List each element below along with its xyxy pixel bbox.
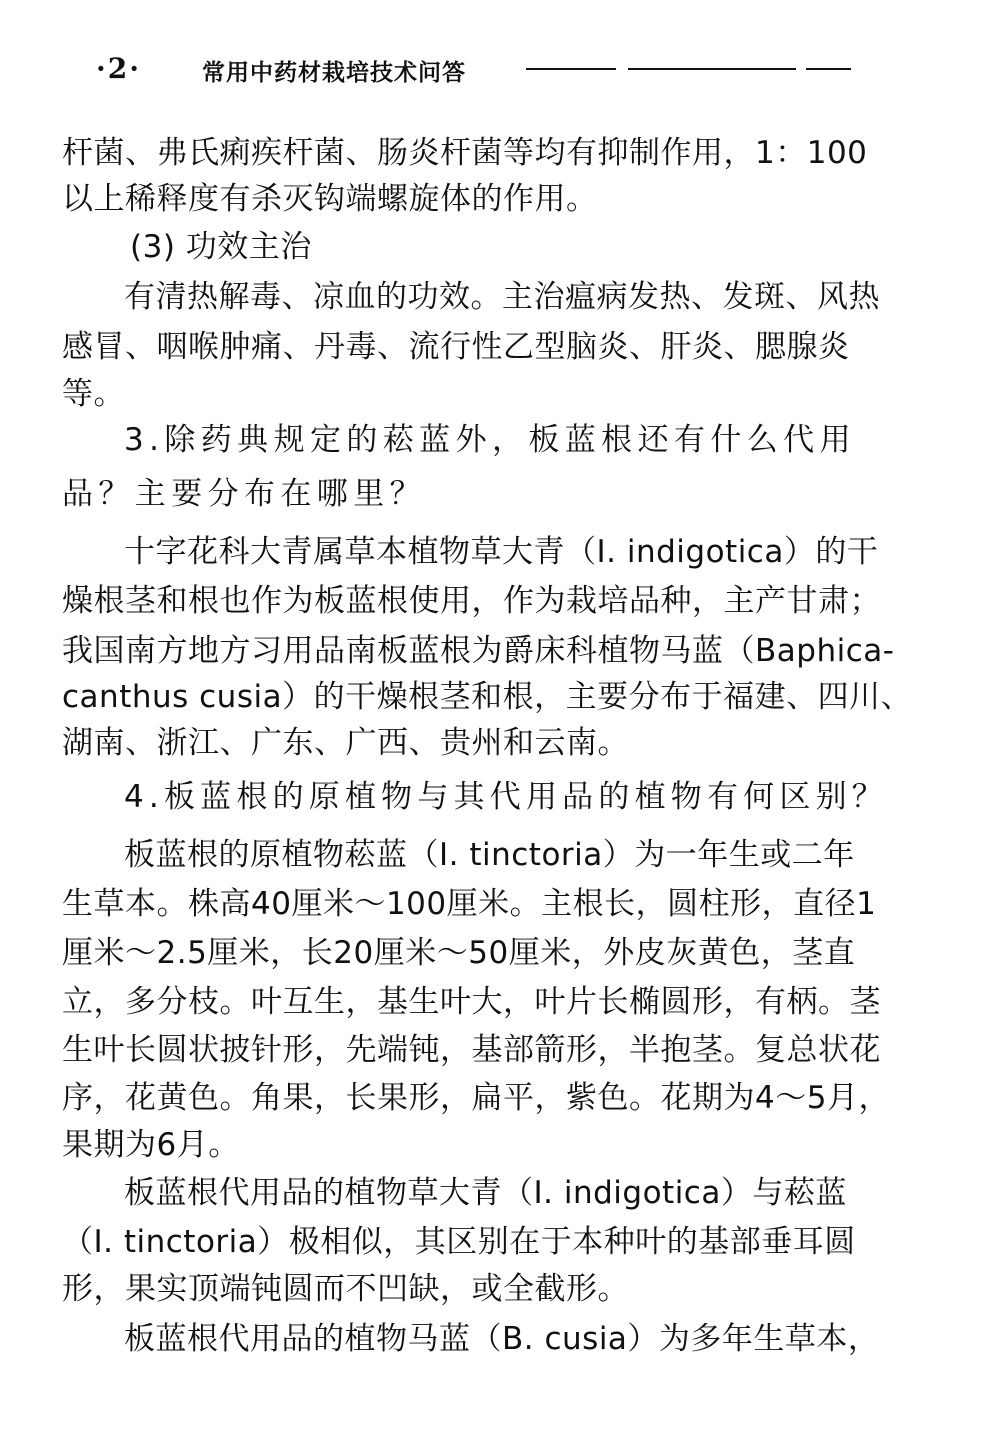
text-line: 立，多分枝。叶互生，基生叶大，叶片长椭圆形，有柄。茎 [62, 984, 881, 1020]
header-rule-gap [616, 68, 628, 70]
text-line: 板蓝根代用品的植物马蓝（B. cusia）为多年生草本， [124, 1321, 880, 1357]
text-line: 感冒、咽喉肿痛、丹毒、流行性乙型脑炎、肝炎、腮腺炎 [62, 329, 850, 365]
text-line: 有清热解毒、凉血的功效。主治瘟病发热、发斑、风热 [124, 279, 880, 315]
section-heading: (3) 功效主治 [130, 229, 312, 265]
text-line: 果期为6月。 [62, 1127, 240, 1163]
text-line: 十字花科大青属草本植物草大青（I. indigotica）的干 [124, 534, 879, 570]
question-heading: 3.除药典规定的菘蓝外，板蓝根还有什么代用 [124, 422, 856, 458]
text-line: 我国南方地方习用品南板蓝根为爵床科植物马蓝（Baphica- [62, 633, 895, 669]
text-line: 湖南、浙江、广东、广西、贵州和云南。 [62, 725, 629, 761]
text-line: 板蓝根代用品的植物草大青（I. indigotica）与菘蓝 [124, 1175, 847, 1211]
text-line: 等。 [62, 376, 125, 412]
question-heading: 4.板蓝根的原植物与其代用品的植物有何区别？ [124, 779, 888, 815]
question-heading: 品？主要分布在哪里？ [62, 476, 426, 512]
text-line: 序，花黄色。角果，长果形，扁平，紫色。花期为4～5月， [62, 1080, 890, 1116]
running-title: 常用中药材栽培技术问答 [202, 59, 466, 86]
text-line: 板蓝根的原植物菘蓝（I. tinctoria）为一年生或二年 [124, 837, 855, 873]
text-line: 以上稀释度有杀灭钩端螺旋体的作用。 [62, 181, 598, 217]
page-number: ·2· [96, 52, 141, 85]
text-line: （I. tinctoria）极相似，其区别在于本种叶的基部垂耳圆 [62, 1224, 856, 1260]
text-line: 形，果实顶端钝圆而不凹缺，或全截形。 [62, 1271, 629, 1307]
text-line: 厘米～2.5厘米，长20厘米～50厘米，外皮灰黄色，茎直 [62, 935, 856, 971]
text-line: 生叶长圆状披针形，先端钝，基部箭形，半抱茎。复总状花 [62, 1032, 881, 1068]
text-line: canthus cusia）的干燥根茎和根，主要分布于福建、四川、 [62, 679, 913, 715]
text-line: 燥根茎和根也作为板蓝根使用，作为栽培品种，主产甘肃； [62, 583, 881, 619]
header-rule-gap [796, 68, 806, 70]
text-line: 生草本。株高40厘米～100厘米。主根长，圆柱形，直径1 [62, 886, 877, 922]
page-header [96, 52, 856, 92]
text-line: 杆菌、弗氏痢疾杆菌、肠炎杆菌等均有抑制作用，1：100 [62, 135, 868, 171]
